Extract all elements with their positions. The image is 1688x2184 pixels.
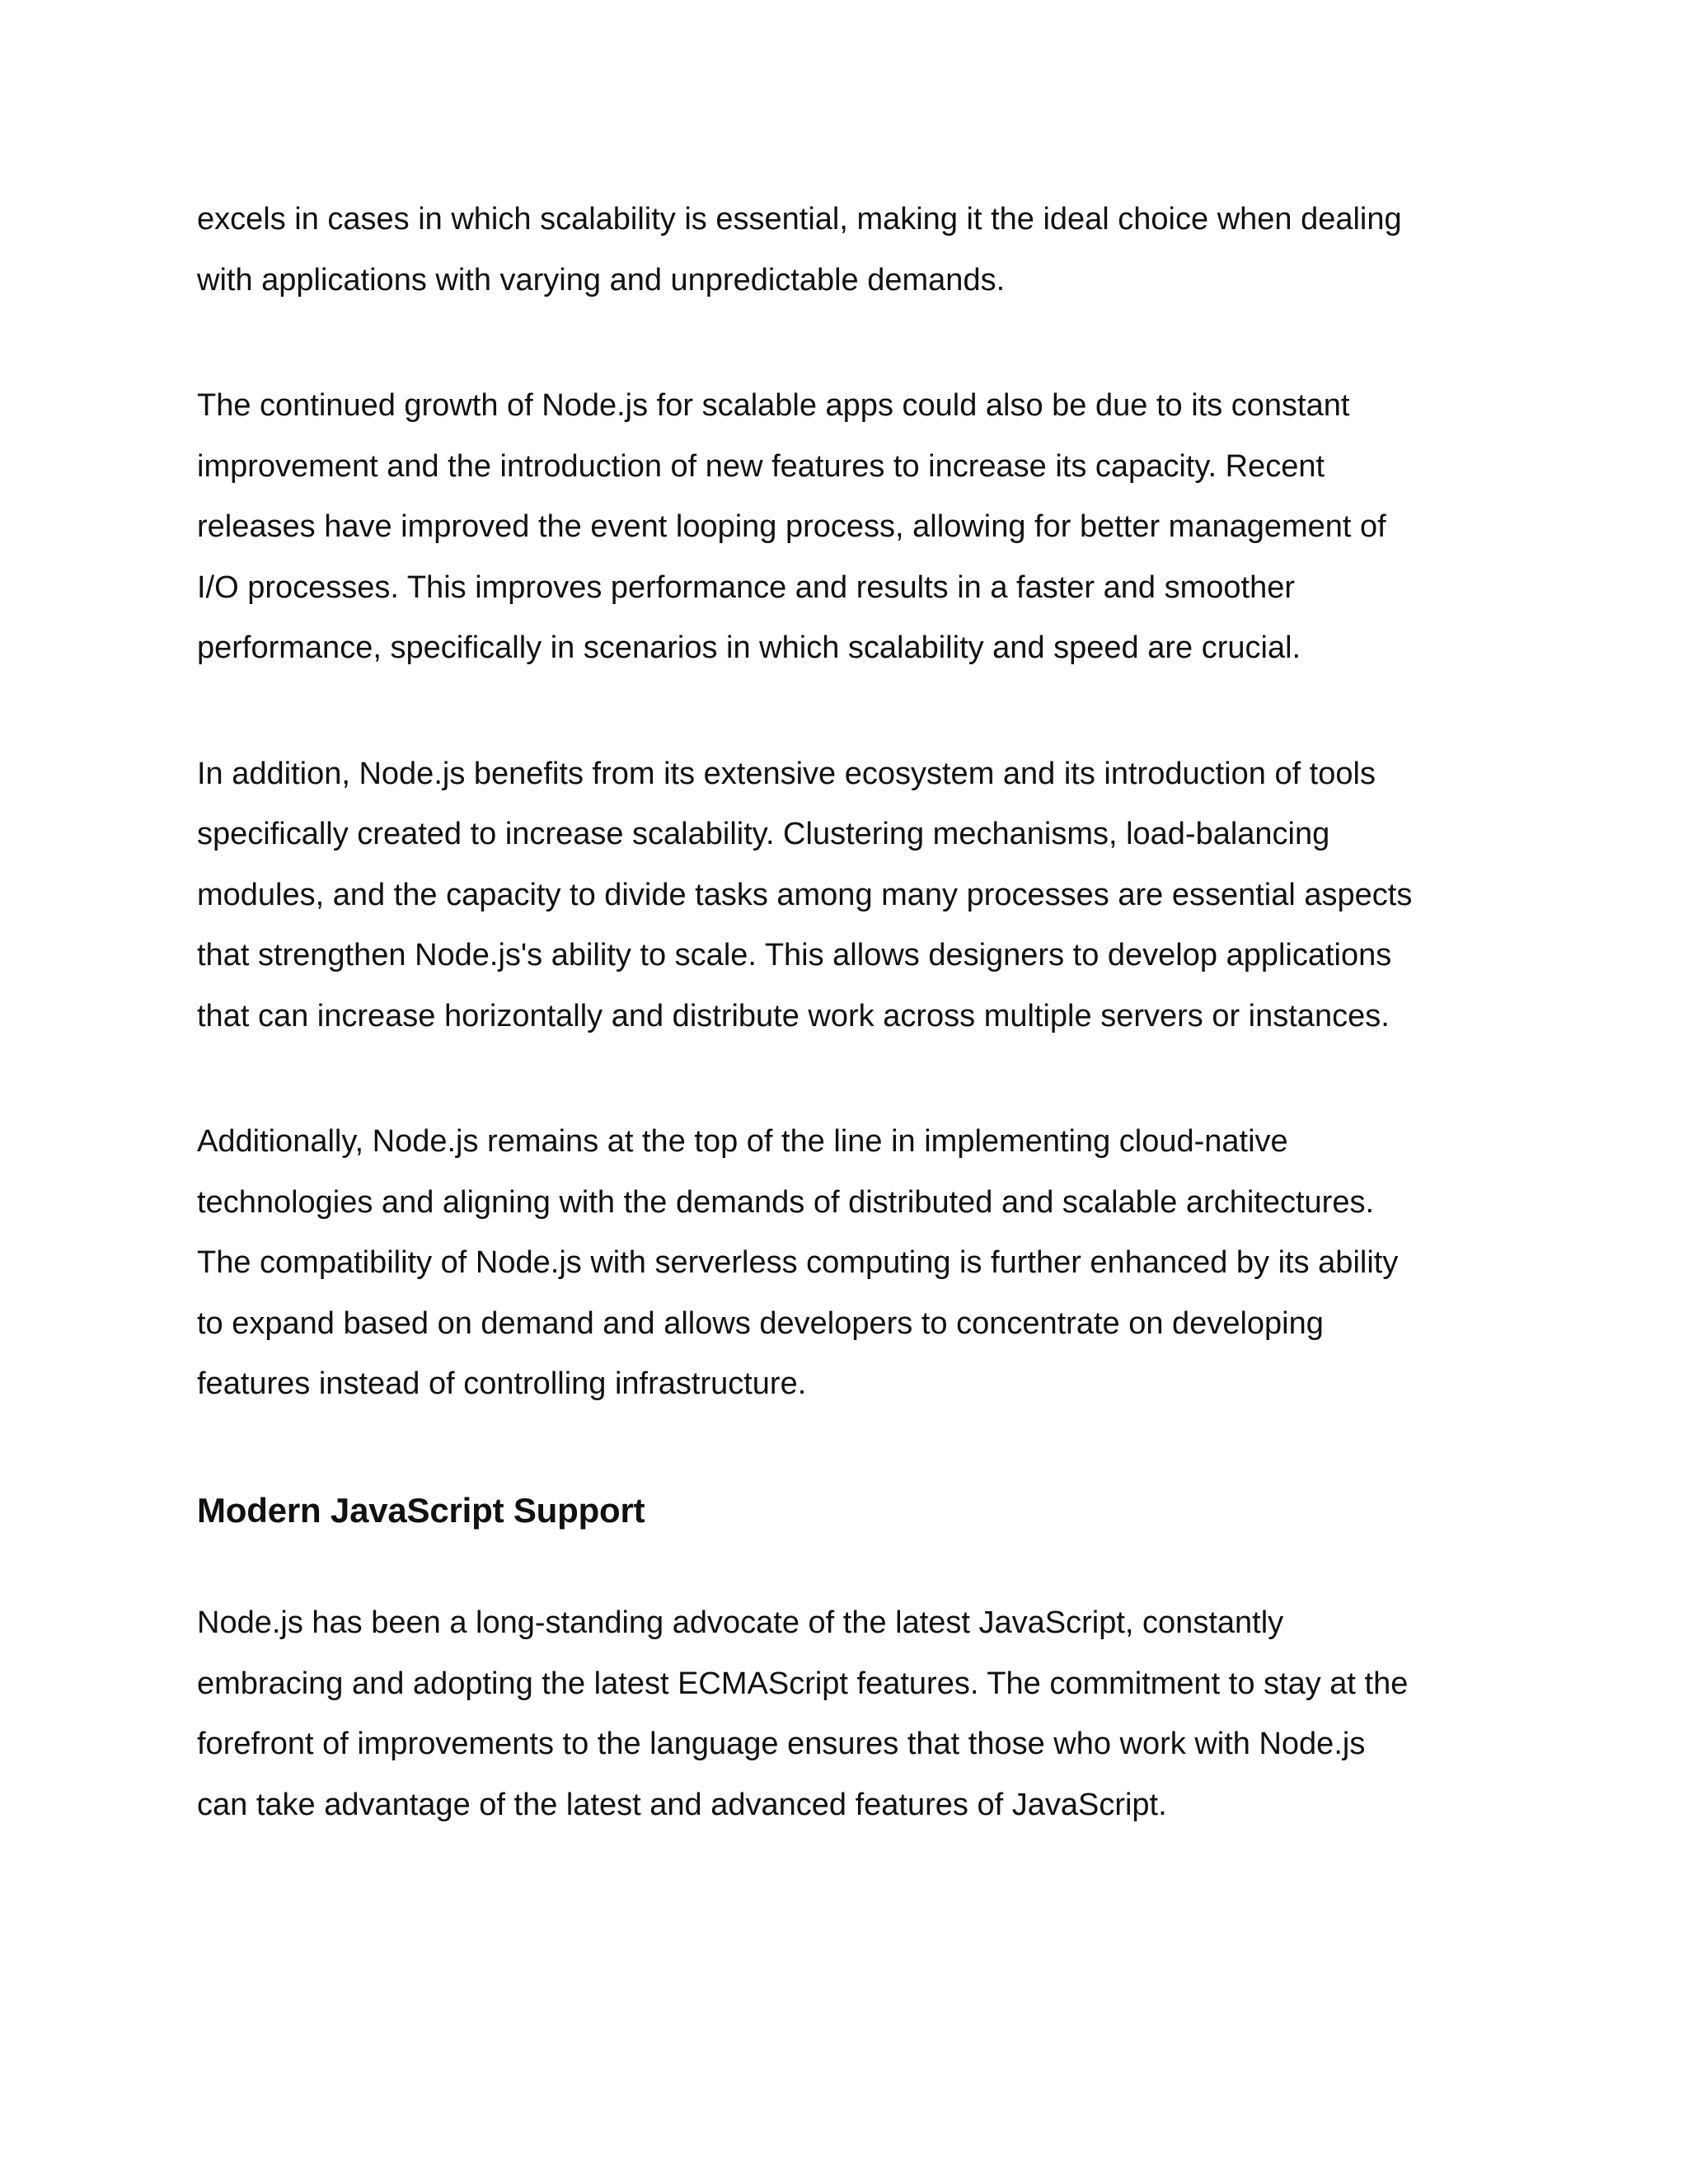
paragraph-ecosystem	[197, 744, 1499, 1047]
paragraph-cloud-native	[197, 1112, 1499, 1415]
text-line: The compatibility of Node.js with serverless computing is further enhanced by its ability	[197, 1245, 1399, 1280]
text-line: that can increase horizontally and distribute work across multiple servers or instances.	[197, 998, 1390, 1033]
text-line: The continued growth of Node.js for scalable apps could also be due to its constant	[197, 388, 1350, 423]
document-body	[197, 190, 1499, 1900]
text-line: Node.js has been a long-standing advocate of the latest JavaScript, constantly	[197, 1605, 1284, 1640]
section-heading: Modern JavaScript Support	[197, 1490, 645, 1530]
text-line: features instead of controlling infrastructure.	[197, 1366, 807, 1401]
text-line: specifically created to increase scalability. Clustering mechanisms, load-balancing	[197, 817, 1330, 851]
paragraph-scalability-intro	[197, 190, 1499, 311]
text-line: to expand based on demand and allows developers to concentrate on developing	[197, 1305, 1324, 1341]
paragraph-continued-growth	[197, 376, 1499, 679]
text-line: performance, specifically in scenarios in which scalability and speed are crucial.	[197, 630, 1301, 665]
text-line: excels in cases in which scalability is essential, making it the ideal choice when dealing	[197, 202, 1402, 237]
text-line: technologies and aligning with the demands of distributed and scalable architectures.	[197, 1184, 1375, 1220]
text-line: I/O processes. This improves performance and results in a faster and smoother	[197, 569, 1296, 605]
text-line: In addition, Node.js benefits from its extensive ecosystem and its introduction of tools	[197, 756, 1376, 791]
text-line: embracing and adopting the latest ECMAScript features. The commitment to stay at the	[197, 1666, 1409, 1701]
text-line: can take advantage of the latest and advanced features of JavaScript.	[197, 1787, 1167, 1822]
text-line: improvement and the introduction of new features to increase its capacity. Recent	[197, 448, 1325, 484]
text-line: Additionally, Node.js remains at the top of the line in implementing cloud-native	[197, 1124, 1288, 1159]
text-line: that strengthen Node.js's ability to scale. This allows designers to develop applications	[197, 938, 1392, 972]
paragraph-modern-js	[197, 1593, 1499, 1835]
text-line: forefront of improvements to the language ensures that those who work with Node.js	[197, 1727, 1366, 1761]
text-line: with applications with varying and unpredictable demands.	[197, 262, 1006, 298]
text-line: modules, and the capacity to divide tasks among many processes are essential aspects	[197, 877, 1413, 912]
text-line: releases have improved the event looping process, allowing for better management of	[197, 509, 1386, 544]
